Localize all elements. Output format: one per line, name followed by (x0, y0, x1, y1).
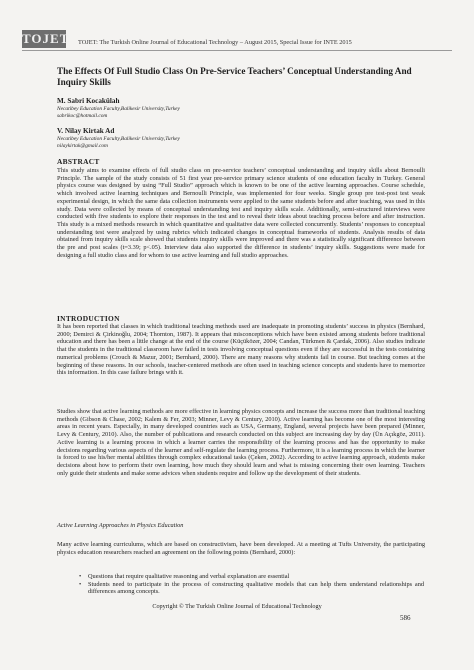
page-number: 586 (400, 614, 411, 622)
bullet-text: Questions that require qualitative reasoning and verbal explanation are essential (88, 573, 290, 580)
bullet-icon: • (79, 573, 82, 580)
author-affiliation: Necatibey Education Faculty,Balikesir University,Turkey (57, 136, 180, 142)
subsection-heading: Active Learning Approaches in Physics Education (57, 522, 184, 529)
abstract-text: This study aims to examine effects of full studio class on pre-service teachers’ conceptual understanding and inquiry skills about Bernoulli Principle. The sample of the study consists of 51 first year pre-service primary science students of one education faculty in Turkey. General physics course was designed by using “Full Studio” approach which is known to be one of the active learning approaches. Course schedule, which involved active learning techniques and Bernoulli Principle, was implemented for four weeks. Single group pre test-post test weak experimental design, in which the same data collection instruments were applied to the same students before and after teaching, was used in this study. Data were collected by means of conceptual understanding test and inquiry skills scale. Additionally, semi-structured interviews were conducted with five students to explore their responses in the test and to reveal their ideas about teaching process before and after instruction. This study is a mixed methods research in which quantitative and qualitative data were collected concurrently. Students’ responses to conceptual understanding test were analyzed by using rubrics which indicated changes in conceptual frameworks of students. Analysis results of data obtained from inquiry skills scale showed that students inquiry skills were improved and there was a statistically significant difference between the pre and post scales (t=3.39; p<.05). Interview data also supported the difference in students’ inquiry skills. Suggestions were made for designing a full studio class and for whom to use active learning and full studio approaches. (57, 167, 425, 259)
header-divider (22, 50, 452, 51)
journal-citation-line: TOJET: The Turkish Online Journal of Educational Technology – August 2015, Special Issue for INTE 2015 (78, 39, 352, 46)
introduction-paragraph: It has been reported that classes in which traditional teaching methods used are inadequate in promoting students’ success in physics (Bernhard, 2000; Demirci & Çirkinoğlu, 2004; Thornton, 1987). It appears that misconceptions which have been existed among students before traditional education and there has been a little change at the end of the course (Küçüközer, 2004; Candan, Türkmen & Çardak, 2006). Also studies indicate that the students in the traditional classroom have failed in tests involving conceptual questions even if they are successful in the tests containing numerical problems (Crouch & Mazur, 2001; Bernhard, 2000). There are many reasons why students fail in course. But teaching comes at the beginning of these reasons. In our schools, teacher-centered methods are often used in teaching science concepts and students have to memorize this information. In this case failure brings with it. (57, 323, 425, 377)
author-block (57, 127, 417, 149)
author-block (57, 97, 417, 119)
bullet-icon: • (79, 580, 82, 588)
bullet-text: Students need to participate in the process of constructing qualitative models that can help them understand relationships and differences among concepts. (88, 580, 424, 596)
introduction-paragraph: Many active learning curriculums, which are based on constructivism, have been developed. At a meeting at Tufts University, the participating physics education researchers reached an agreement on the following points (Bernhard, 2000): (57, 541, 425, 556)
author-email: sabrikoc@hotmail.com (57, 112, 108, 119)
author-affiliation: Necatibey Education Faculty,Balikesir University,Turkey (57, 106, 180, 112)
introduction-paragraph: Studies show that active learning methods are more effective in learning physics concepts and increase the success more than traditional teaching methods (Gibson & Chase, 2002; Kalem & Fer, 2003; Minner, Levy & Century, 2010). Active learning has become one of the most interesting areas in recent years. Especially, in many developed countries such as USA, Germany, England, several projects have been prepared (Minner, Levy & Century, 2010). Also, the number of publications and research conducted on this subject are increasing day by day (Ün Açıkgöz, 2011). Active learning is a learning process in which a learner carries the responsibility of the learning process and has the opportunity to make decisions regarding various aspects of the learner and self-regulate the learning process. Furthermore, it is a learning process in which the learner is forced to use his/her mental abilities through complex educational tasks (Çeken, 2002). According to active learning approach, students make decisions about how to perform their own learning, how much they should learn and what is missing concerning their own learning. Teachers only guide their students and make some advices when students require and follow up the development of their students. (57, 408, 425, 477)
author-name: V. Nilay Kirtak Ad (57, 127, 115, 135)
bullet-item (79, 573, 424, 581)
abstract-heading: ABSTRACT (57, 157, 100, 166)
bullet-list (79, 573, 424, 596)
copyright-footer: Copyright © The Turkish Online Journal of Educational Technology (152, 603, 322, 610)
paper-title: The Effects Of Full Studio Class On Pre-Service Teachers’ Conceptual Understanding And Inquiry Skills (57, 66, 412, 87)
journal-header (22, 30, 452, 52)
author-email: nilaykirtak@gmail.com (57, 142, 108, 149)
introduction-heading: INTRODUCTION (57, 314, 120, 323)
author-name: M. Sabri Kocakülah (57, 97, 120, 105)
journal-logo: TOJET (22, 31, 70, 46)
bullet-item (79, 580, 424, 596)
